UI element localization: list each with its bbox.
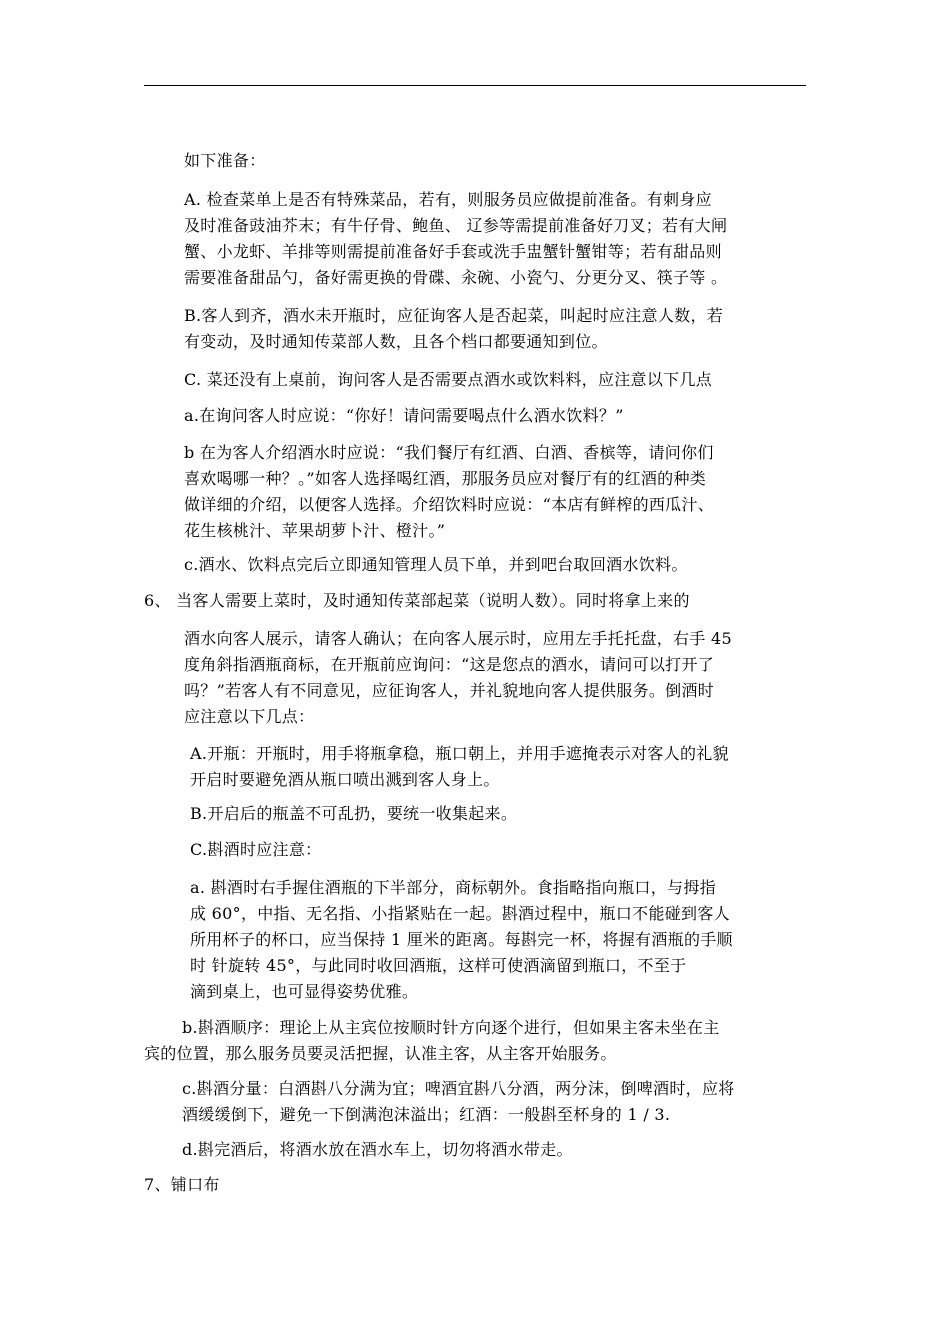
text-line: b 在为客人介绍酒水时应说：“我们餐厅有红酒、白酒、香槟等，请问你们 — [184, 443, 714, 462]
header-rule — [144, 85, 806, 86]
text-line: B.客人到齐，酒水未开瓶时，应征询客人是否起菜，叫起时应注意人数，若 — [184, 306, 724, 325]
text-line: a. 斟酒时右手握住酒瓶的下半部分，商标朝外。食指略指向瓶口，与拇指 — [190, 878, 716, 897]
text-line: d.斟完酒后，将酒水放在酒水车上，切勿将酒水带走。 — [182, 1140, 573, 1159]
text-line: 时 针旋转 45°，与此同时收回酒瓶，这样可使酒滴留到瓶口，不至于 — [190, 956, 687, 975]
text-line: 酒水向客人展示，请客人确认；在向客人展示时，应用左手托托盘，右手 45 — [184, 629, 732, 648]
text-line: B.开启后的瓶盖不可乱扔，要统一收集起来。 — [190, 804, 518, 823]
section-heading-7: 7、铺口布 — [144, 1175, 220, 1194]
text-line: 喜欢喝哪一种？。”如客人选择喝红酒，那服务员应对餐厅有的红酒的种类 — [184, 469, 707, 488]
text-line: A.开瓶：开瓶时，用手将瓶拿稳，瓶口朝上，并用手遮掩表示对客人的礼貌 — [190, 744, 729, 763]
text-line: 宾的位置，那么服务员要灵活把握，认准主客，从主客开始服务。 — [144, 1044, 617, 1063]
text-line: 开启时要避免酒从瓶口喷出溅到客人身上。 — [190, 770, 500, 789]
text-line: 花生核桃汁、苹果胡萝卜汁、橙汁。” — [184, 521, 446, 540]
text-line: 需要准备甜品勺，备好需更换的骨碟、汆碗、小瓷勺、分更分叉、筷子等 。 — [184, 268, 728, 287]
text-line: 度角斜指酒瓶商标，在开瓶前应询问：“这是您点的酒水，请问可以打开了 — [184, 655, 715, 674]
text-line: c.斟酒分量：白酒斟八分满为宜；啤酒宜斟八分酒，两分沫，倒啤酒时，应将 — [182, 1079, 735, 1098]
text-line: 如下准备： — [184, 151, 266, 170]
text-line: 做详细的介绍，以便客人选择。介绍饮料时应说：“本店有鲜榨的西瓜汁、 — [184, 495, 715, 514]
text-line: C.斟酒时应注意： — [190, 840, 322, 859]
text-line: b.斟酒顺序：理论上从主宾位按顺时针方向逐个进行，但如果主客未坐在主 — [182, 1018, 720, 1037]
text-line: 及时准备豉油芥末；有牛仔骨、鲍鱼、 辽参等需提前准备好刀叉；若有大闸 — [184, 216, 728, 235]
text-line: C. 菜还没有上桌前，询问客人是否需要点酒水或饮料料，应注意以下几点 — [184, 370, 713, 389]
section-heading-6: 6、 当客人需要上菜时，及时通知传菜部起菜（说明人数）。同时将拿上来的 — [144, 591, 690, 610]
text-line: 成 60°，中指、无名指、小指紧贴在一起。斟酒过程中，瓶口不能碰到客人 — [190, 904, 730, 923]
text-line: 酒缓缓倒下，避免一下倒满泡沫溢出；红酒：一般斟至杯身的 1 / 3. — [182, 1105, 671, 1124]
text-line: 滴到桌上，也可显得姿势优雅。 — [190, 982, 419, 1001]
text-line: a.在询问客人时应说：“你好！请问需要喝点什么酒水饮料？” — [184, 406, 624, 425]
text-line: 所用杯子的杯口，应当保持 1 厘米的距离。每斟完一杯，将握有酒瓶的手顺 — [190, 930, 733, 949]
text-line: 蟹、小龙虾、羊排等则需提前准备好手套或洗手盅蟹针蟹钳等；若有甜品则 — [184, 242, 722, 261]
text-line: A. 检查菜单上是否有特殊菜品，若有，则服务员应做提前准备。有刺身应 — [184, 190, 712, 209]
text-line: 应注意以下几点： — [184, 707, 315, 726]
text-line: c.酒水、饮料点完后立即通知管理人员下单，并到吧台取回酒水饮料。 — [184, 555, 688, 574]
text-line: 有变动，及时通知传菜部人数，且各个档口都要通知到位。 — [184, 332, 608, 351]
text-line: 吗？”若客人有不同意见，应征询客人，并礼貌地向客人提供服务。倒酒时 — [184, 681, 715, 700]
